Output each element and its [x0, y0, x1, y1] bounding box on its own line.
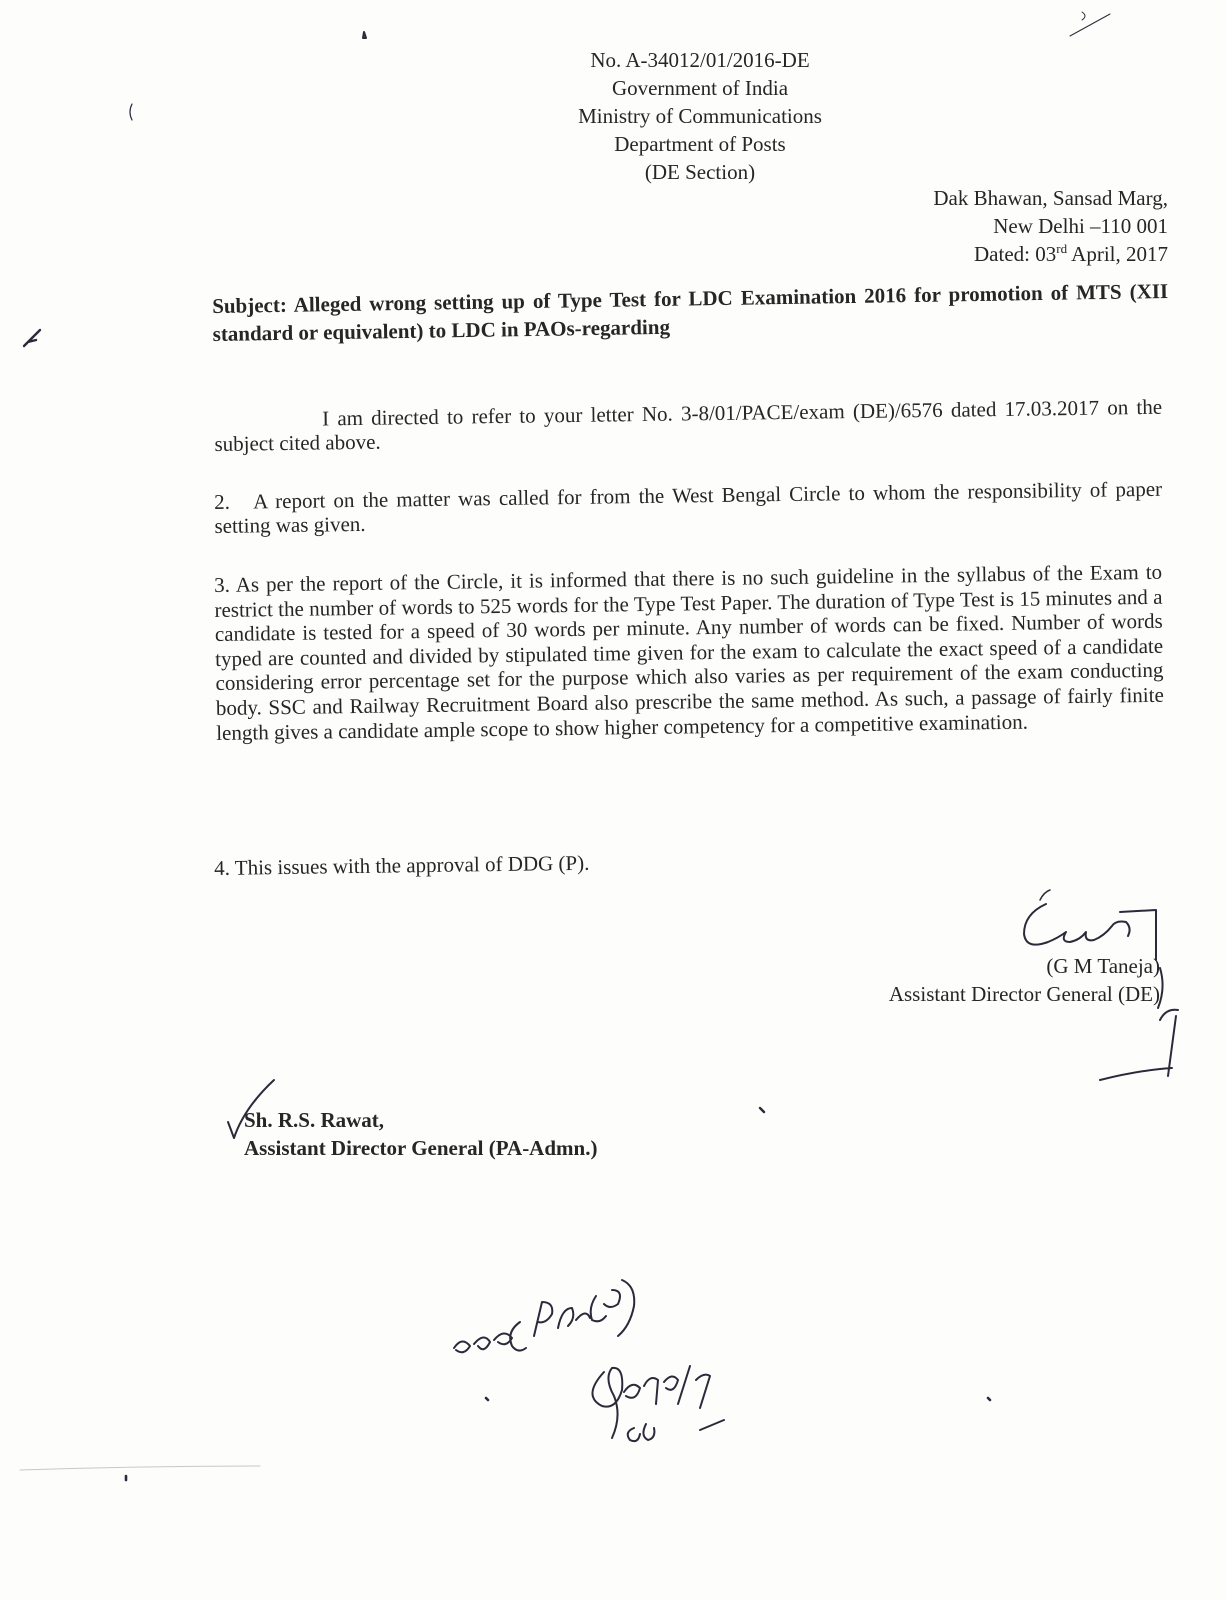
address-line-1: Dak Bhawan, Sansad Marg,	[933, 186, 1168, 210]
scan-dot	[126, 1398, 990, 1480]
date-ordinal: rd	[1056, 241, 1068, 256]
paragraph-2: 2. A report on the matter was called for from the West Bengal Circle to whom the responsibility of paper setting was given.	[214, 476, 1163, 538]
margin-tick	[24, 330, 40, 346]
subject-line: Subject: Alleged wrong setting up of Type Test for LDC Examination 2016 for promotion of MTS (XII standard or equivalent) to LDC in PAOs-regarding	[212, 278, 1169, 346]
paragraph-1: I am directed to refer to your letter No. 3-8/01/PACE/exam (DE)/6576 dated 17.03.2017 on the subject cited above.	[214, 394, 1163, 456]
ministry-name: Ministry of Communications	[578, 104, 822, 128]
government-name: Government of India	[611, 76, 789, 100]
handwritten-initials	[592, 1366, 724, 1441]
handwritten-endorsement	[454, 1280, 634, 1352]
signatory-designation: Assistant Director General (DE)	[888, 982, 1160, 1006]
paragraph-4: 4. This issues with the approval of DDG (P).	[214, 850, 590, 880]
addressee-designation: Assistant Director General (PA-Admn.)	[244, 1136, 598, 1160]
scan-mark-top-right	[1070, 12, 1110, 36]
paragraph-3: 3. As per the report of the Circle, it is informed that there is no such guideline in the syllabus of the Exam to restrict the number of words to 525 words for the Type Test Paper. The duration of Type Test is 15 minutes and a candidate is tested for a speed of 30 words per minute. Any number of words can be fixed. Number of words typed are counted and divided by stipulated time given for the exam to calculate the exact speed of a candidate considering error percentage set for the purpose which also varies as per requirement of the exam conducting body. SSC and Railway Recruitment Board also prescribe the same method. As such, a passage of fairly finite length gives a candidate ample scope to show higher competency for a competitive examination.	[214, 559, 1164, 745]
office-address	[933, 184, 1168, 268]
scan-speck	[363, 32, 366, 38]
taneja-signature-stroke	[1040, 890, 1050, 900]
addressee-block	[244, 1106, 597, 1162]
letter-header	[500, 46, 900, 186]
file-number: No. A-34012/01/2016-DE	[590, 48, 810, 72]
department-name: Department of Posts	[614, 132, 786, 156]
scan-speck-mid	[760, 1108, 764, 1112]
date-suffix: April, 2017	[1067, 242, 1168, 266]
section-name: (DE Section)	[644, 160, 756, 184]
scan-mark-left	[130, 104, 132, 120]
addressee-name: Sh. R.S. Rawat,	[244, 1108, 385, 1132]
address-line-2: New Delhi –110 001	[993, 214, 1168, 238]
letter-date	[933, 240, 1168, 268]
signature-block	[889, 952, 1160, 1008]
date-prefix: Dated: 03	[974, 242, 1057, 266]
signatory-name: (G M Taneja)	[1046, 954, 1160, 978]
bottom-scan-line	[20, 1466, 260, 1470]
